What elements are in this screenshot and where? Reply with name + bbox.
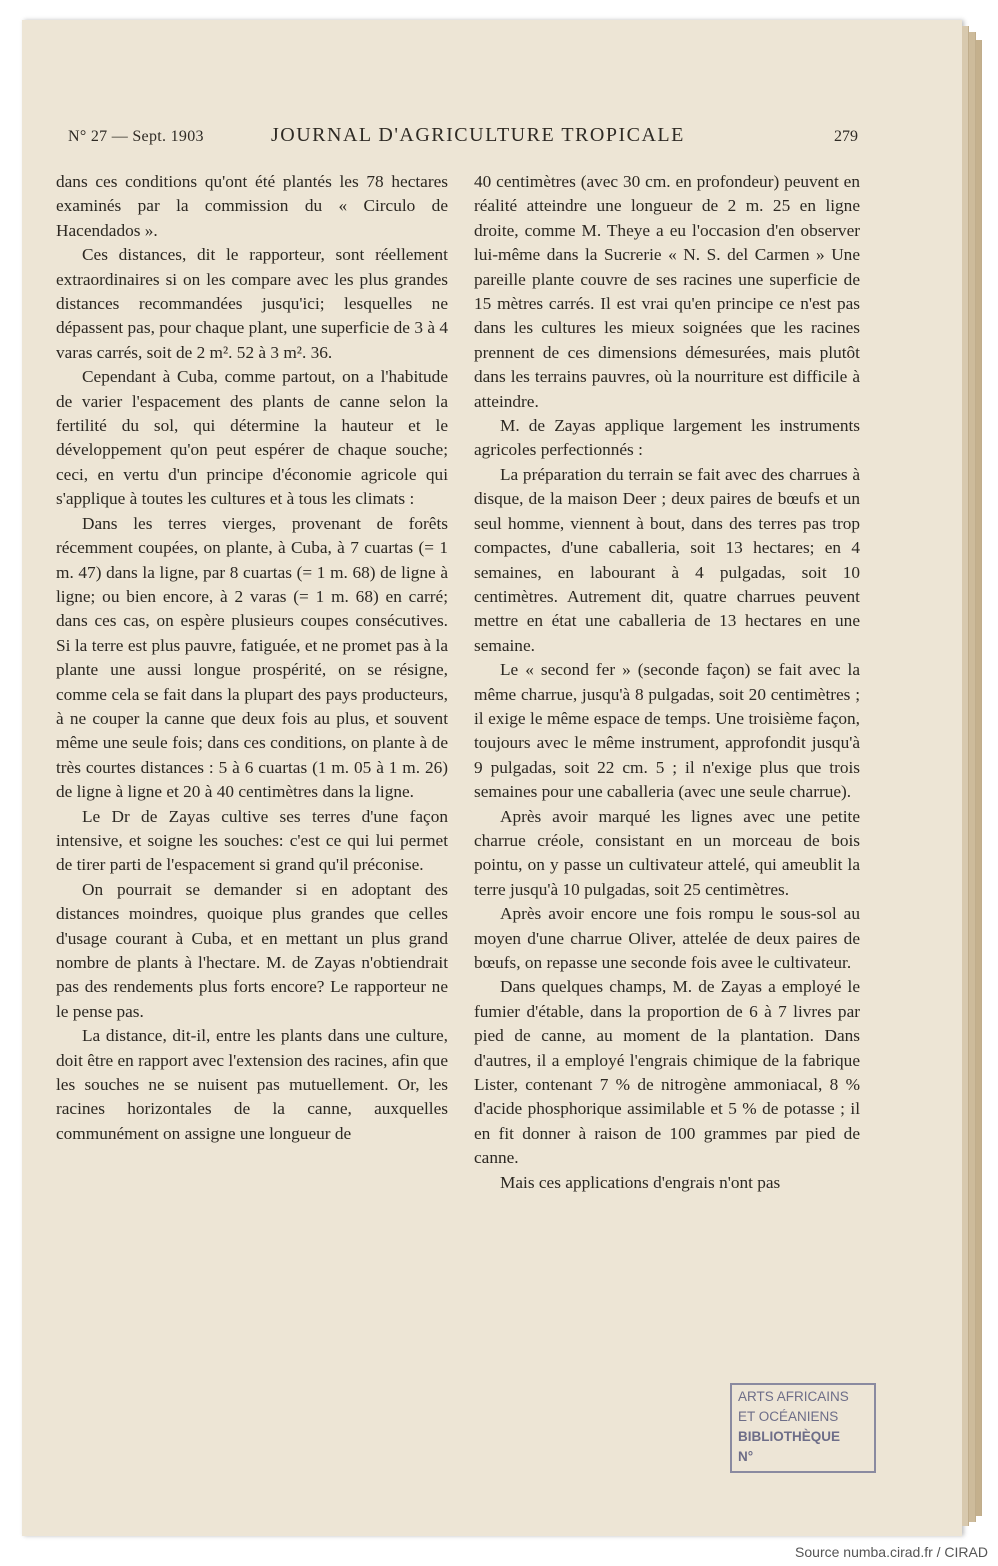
paragraph: La préparation du terrain se fait avec des charrues à disque, de la maison Deer ; deux paires de bœufs et un seul homme, viennent à bout, dans des terres pas trop compactes, d'une caballeria, soit 13 hectares; en 4 semaines, en labourant à 4 pulgadas, soit 10 centimètres. Autrement dit, quatre charrues peuvent mettre en état une caballeria de 13 hectares en une semaine. <box>474 464 860 655</box>
paragraph: Dans les terres vierges, provenant de forêts récemment coupées, on plante, à Cuba, à 7 cuartas (= 1 m. 47) dans la ligne, par 8 cuartas (= 1 m. 68) de ligne à ligne; ou bien encore, à 2 varas (= 1 m. 68) en carré; dans ces cas, on espère plusieurs coupes consécutives. Si la terre est plus pauvre, fatiguée, et ne promet pas à la plante une aussi longue prospérité, on se résigne, comme cela se fait dans la plupart des pays producteurs, à ne couper la canne que deux fois au plus, et souvent même une seule fois; dans ces conditions, on plante à de très courtes distances : 5 à 6 cuartas (1 m. 05 à 1 m. 26) de ligne à ligne et 20 à 40 centimètres dans la ligne. <box>56 513 448 802</box>
stamp-line: ET OCÉANIENS <box>738 1409 839 1424</box>
issue-label: N° 27 — Sept. 1903 <box>68 128 204 145</box>
page-edge <box>962 26 969 1526</box>
paragraph: Mais ces applications d'engrais n'ont pas <box>500 1172 781 1192</box>
right-column <box>474 170 860 1195</box>
paragraph: Dans quelques champs, M. de Zayas a employé le fumier d'étable, dans la proportion de 6 à 7 livres par pied de canne, au moment de la plantation. Dans d'autres, il a employé l'engrais chimique de la fabrique Lister, contenant 7 % de nitrogène ammoniacal, 8 % d'acide phosphorique assimilable et 5 % de potasse ; il en fit donner à raison de 100 grammes par pied de canne. <box>474 977 860 1168</box>
left-column <box>56 170 448 1146</box>
paragraph: 40 centimètres (avec 30 cm. en profondeur) peuvent en réalité atteindre une longueur de 2 m. 25 en ligne droite, comme M. Theye a eu l'occasion d'en observer lui-même dans la Sucrerie « N. S. del Carmen » Une pareille plante couvre de ses racines une superficie de 15 mètres carrés. Il est vrai qu'en principe ce n'est pas dans les cultures les mieux soignées que les racines prennent de ces dimensions démesurées, mais plutôt dans les terrains pauvres, où la nourriture est difficile à atteindre. <box>474 172 860 411</box>
running-header <box>68 124 858 152</box>
paragraph: M. de Zayas applique largement les instruments agricoles perfectionnés : <box>474 416 860 460</box>
paragraph: Cependant à Cuba, comme partout, on a l'habitude de varier l'espacement des plants de canne selon la fertilité du sol, qui détermine la hauteur et le développement qu'on peut espérer de chaque souche; ceci, en vertu d'un principe d'économie agricole qui s'applique à toutes les cultures et à tous les climats : <box>56 367 448 509</box>
page-edge <box>976 40 982 1516</box>
page-number: 279 <box>834 128 858 145</box>
page-edge <box>969 32 976 1522</box>
stamp-line: ARTS AFRICAINS <box>738 1389 849 1404</box>
paragraph: Ces distances, dit le rapporteur, sont réellement extraordinaires si on les compare avec les plus grandes distances recommandées jusqu'ici; lesquelles ne dépassent pas, pour chaque plant, une superficie de 3 à 4 varas carrés, soit de 2 m². 52 à 3 m². 36. <box>56 245 448 362</box>
stamp-line: BIBLIOTHÈQUE <box>738 1429 841 1444</box>
library-stamp <box>730 1383 876 1473</box>
paragraph: Après avoir marqué les lignes avec une petite charrue créole, consistant en un morceau de bois pointu, on y passe un cultivateur attelé, qui ameublit la terre jusqu'à 10 pulgadas, soit 25 centimètres. <box>474 806 860 899</box>
source-credit: Source numba.cirad.fr / CIRAD <box>795 1544 988 1560</box>
stamp-line: N° <box>738 1449 754 1464</box>
journal-title: JOURNAL D'AGRICULTURE TROPICALE <box>271 124 685 146</box>
paragraph: dans ces conditions qu'ont été plantés les 78 hectares examinés par la commission du « Circulo de Hacendados ». <box>56 172 448 240</box>
paragraph: Le « second fer » (seconde façon) se fait avec la même charrue, jusqu'à 8 pulgadas, soit 20 centimètres ; il exige le même espace de temps. Une troisième façon, toujours avec le même instrument, approfondit jusqu'à 9 pulgadas, soit 22 cm. 5 ; il n'exige plus que trois semaines pour une caballeria (avec une seule charrue). <box>474 660 860 802</box>
paragraph: Après avoir encore une fois rompu le sous-sol au moyen d'une charrue Oliver, attelée de deux paires de bœufs, on repasse une seconde fois avee le cultivateur. <box>474 904 860 972</box>
paragraph: Le Dr de Zayas cultive ses terres d'une façon intensive, et soigne les souches: c'est ce qui lui permet de tirer parti de l'espacement si grand qu'il préconise. <box>56 806 448 875</box>
paragraph: On pourrait se demander si en adoptant des distances moindres, quoique plus grandes que celles d'usage courant à Cuba, et en mettant un plus grand nombre de plants à l'hectare. M. de Zayas n'obtiendrait pas des rendements plus forts encore? Le rapporteur ne le pense pas. <box>56 879 448 1021</box>
paragraph: La distance, dit-il, entre les plants dans une culture, doit être en rapport avec l'extension des racines, afin que les souches ne se nuisent pas mutuellement. Or, les racines horizontales de la canne, auxquelles communément on assigne une longueur de <box>56 1026 448 1143</box>
